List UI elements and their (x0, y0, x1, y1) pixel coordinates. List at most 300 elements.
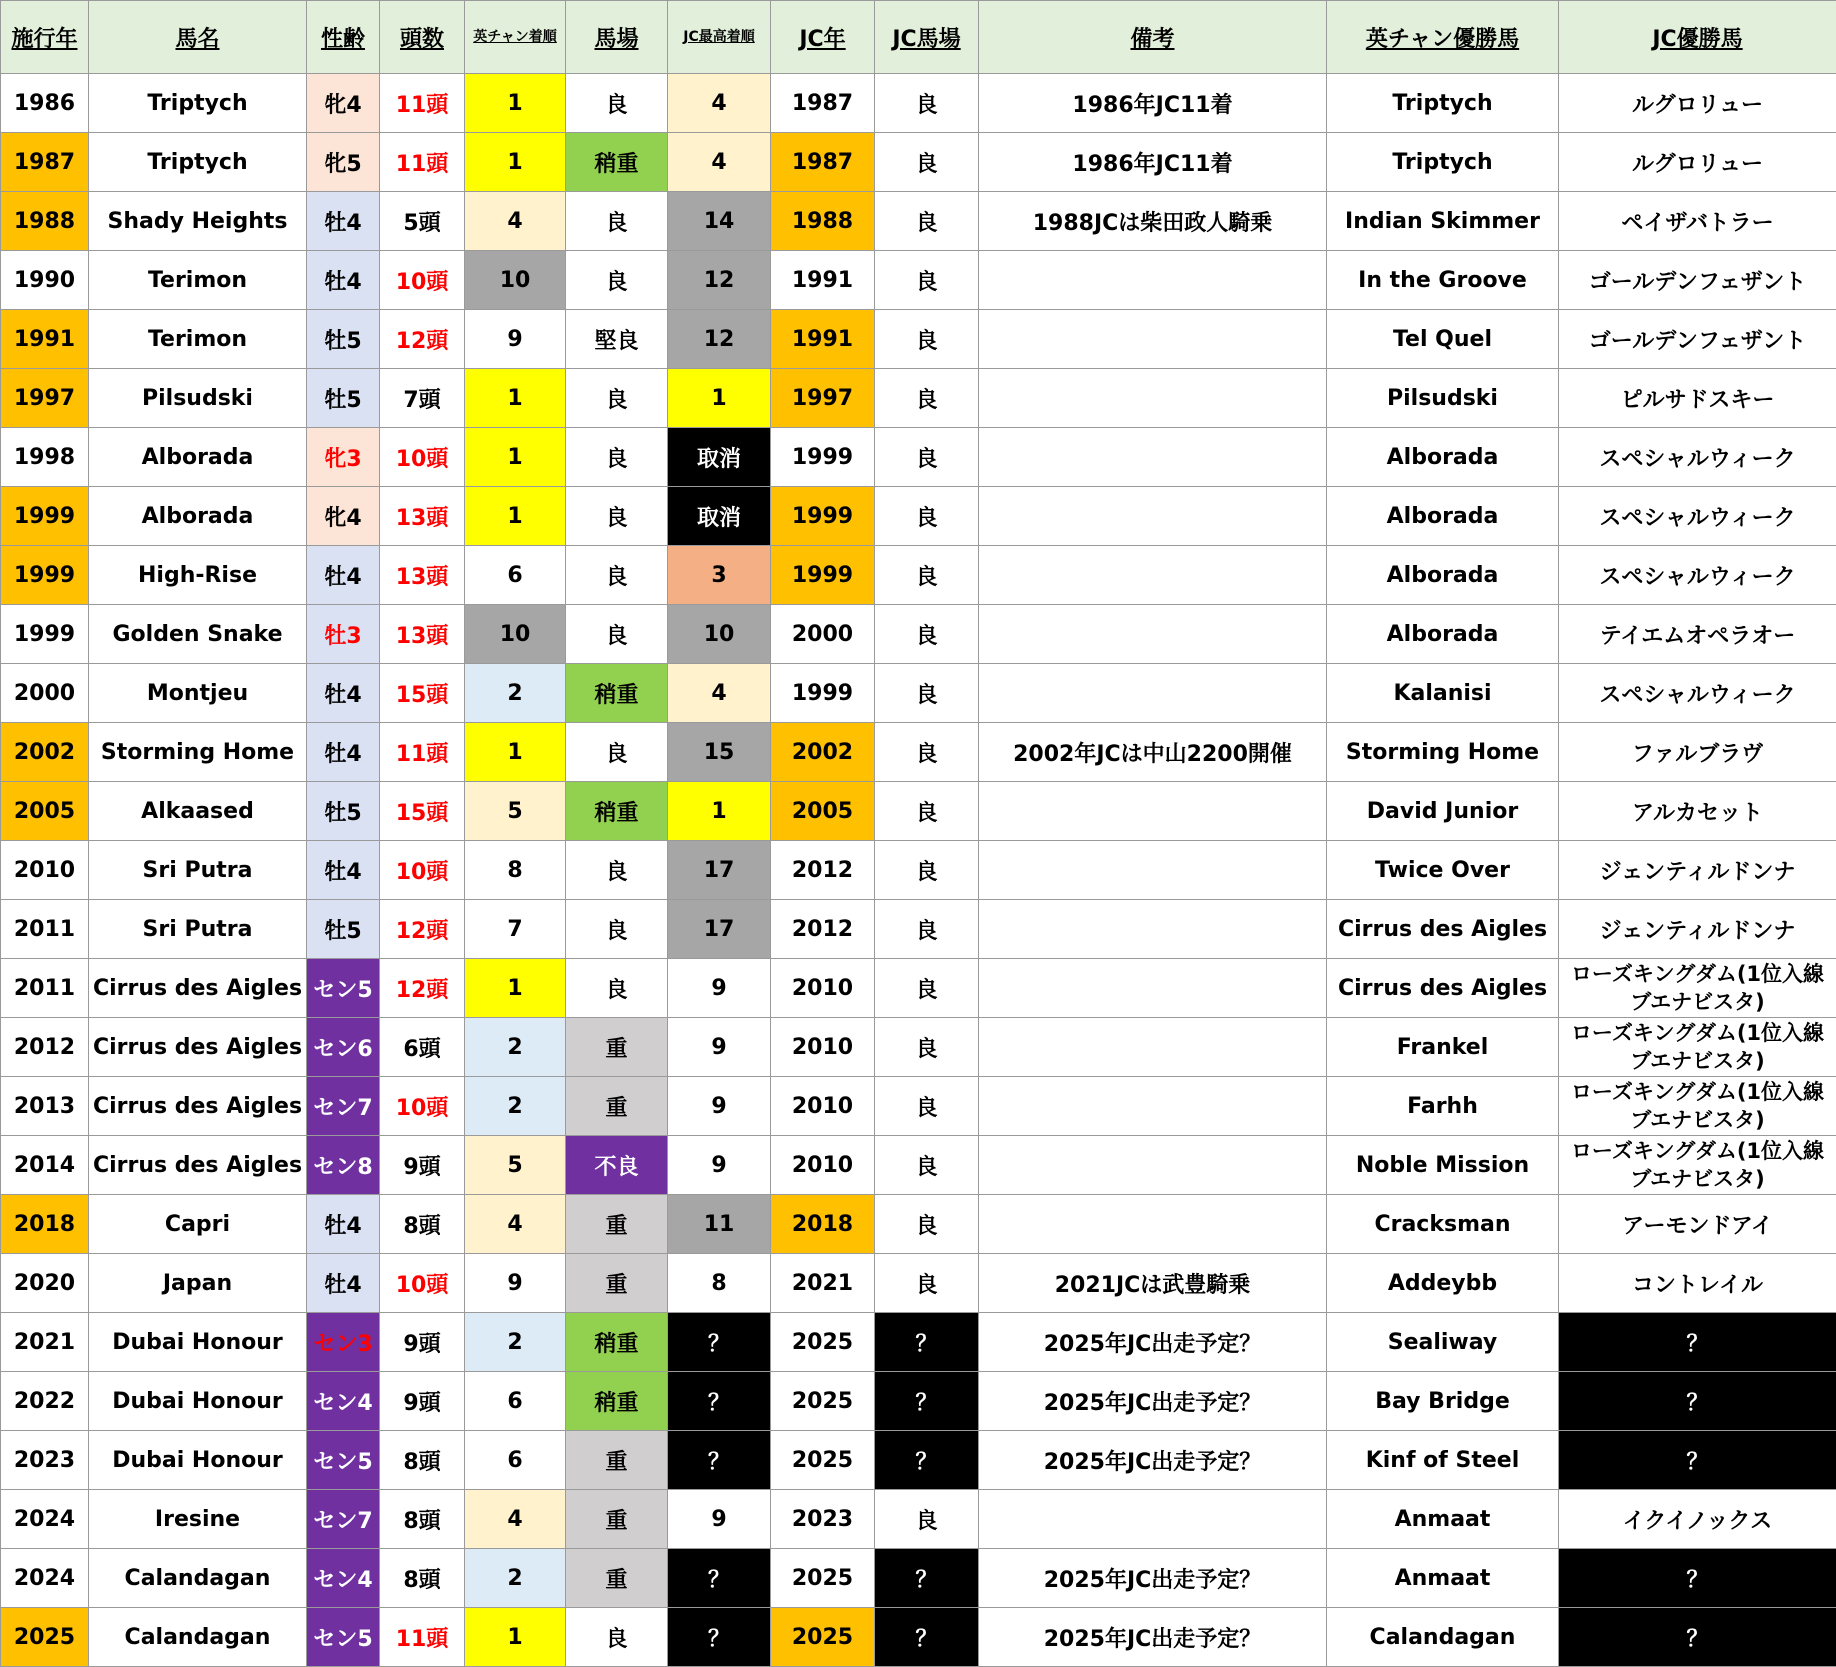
cell-jc-year[interactable]: 2010 (771, 1136, 875, 1195)
cell-champion-position[interactable]: 1 (465, 959, 566, 1018)
cell-notes[interactable] (979, 487, 1327, 546)
cell-jc-year[interactable]: 2025 (771, 1372, 875, 1431)
cell-field-size[interactable]: 9頭 (380, 1372, 465, 1431)
cell-going[interactable]: 良 (566, 1608, 668, 1667)
cell-sex-age[interactable]: 牡5 (307, 782, 380, 841)
cell-horse-name[interactable]: Calandagan (89, 1608, 307, 1667)
cell-horse-name[interactable]: Sri Putra (89, 900, 307, 959)
cell-notes[interactable]: 2025年JC出走予定？ (979, 1431, 1327, 1490)
cell-horse-name[interactable]: Cirrus des Aigles (89, 1018, 307, 1077)
cell-notes[interactable] (979, 959, 1327, 1018)
cell-sex-age[interactable]: 牡4 (307, 546, 380, 605)
header-sex-age[interactable]: 性齢 (307, 1, 380, 74)
cell-jc-year[interactable]: 2025 (771, 1431, 875, 1490)
cell-field-size[interactable]: 10頭 (380, 841, 465, 900)
cell-jc-winner[interactable]: ローズキングダム(1位入線ブエナビスタ) (1559, 1136, 1836, 1195)
cell-jc-winner[interactable]: ローズキングダム(1位入線ブエナビスタ) (1559, 959, 1836, 1018)
cell-notes[interactable] (979, 782, 1327, 841)
cell-jc-going[interactable]: ？ (875, 1431, 979, 1490)
cell-champion-winner[interactable]: Frankel (1327, 1018, 1559, 1077)
cell-year[interactable]: 2022 (1, 1372, 89, 1431)
cell-champion-winner[interactable]: Bay Bridge (1327, 1372, 1559, 1431)
cell-going[interactable]: 稍重 (566, 133, 668, 192)
cell-champion-winner[interactable]: In the Groove (1327, 251, 1559, 310)
cell-sex-age[interactable]: 牝4 (307, 487, 380, 546)
cell-champion-position[interactable]: 1 (465, 723, 566, 782)
cell-field-size[interactable]: 9頭 (380, 1313, 465, 1372)
cell-going[interactable]: 良 (566, 546, 668, 605)
cell-notes[interactable] (979, 310, 1327, 369)
cell-sex-age[interactable]: セン6 (307, 1018, 380, 1077)
cell-jc-best-position[interactable]: 12 (668, 251, 771, 310)
cell-going[interactable]: 重 (566, 1077, 668, 1136)
cell-notes[interactable] (979, 605, 1327, 664)
cell-field-size[interactable]: 12頭 (380, 959, 465, 1018)
cell-notes[interactable] (979, 1136, 1327, 1195)
cell-notes[interactable] (979, 900, 1327, 959)
cell-champion-winner[interactable]: Noble Mission (1327, 1136, 1559, 1195)
cell-field-size[interactable]: 5頭 (380, 192, 465, 251)
cell-going[interactable]: 稍重 (566, 1372, 668, 1431)
cell-going[interactable]: 重 (566, 1549, 668, 1608)
cell-jc-best-position[interactable]: 9 (668, 1018, 771, 1077)
cell-year[interactable]: 2005 (1, 782, 89, 841)
cell-jc-winner[interactable]: ゴールデンフェザント (1559, 251, 1836, 310)
cell-horse-name[interactable]: Sri Putra (89, 841, 307, 900)
cell-jc-going[interactable]: 良 (875, 133, 979, 192)
cell-sex-age[interactable]: セン7 (307, 1490, 380, 1549)
cell-jc-going[interactable]: 良 (875, 900, 979, 959)
cell-sex-age[interactable]: セン8 (307, 1136, 380, 1195)
cell-champion-winner[interactable]: Cracksman (1327, 1195, 1559, 1254)
cell-sex-age[interactable]: 牡4 (307, 1254, 380, 1313)
cell-jc-winner[interactable]: ジェンティルドンナ (1559, 841, 1836, 900)
cell-champion-position[interactable]: 1 (465, 1608, 566, 1667)
cell-jc-going[interactable]: 良 (875, 310, 979, 369)
cell-champion-winner[interactable]: Farhh (1327, 1077, 1559, 1136)
header-jc-going[interactable]: JC馬場 (875, 1, 979, 74)
cell-jc-winner[interactable]: ゴールデンフェザント (1559, 310, 1836, 369)
cell-jc-going[interactable]: 良 (875, 841, 979, 900)
cell-sex-age[interactable]: 牡4 (307, 841, 380, 900)
cell-going[interactable]: 稍重 (566, 664, 668, 723)
cell-horse-name[interactable]: Capri (89, 1195, 307, 1254)
cell-jc-year[interactable]: 1999 (771, 428, 875, 487)
cell-jc-going[interactable]: 良 (875, 428, 979, 487)
cell-horse-name[interactable]: Golden Snake (89, 605, 307, 664)
cell-year[interactable]: 1988 (1, 192, 89, 251)
cell-jc-best-position[interactable]: 取消 (668, 428, 771, 487)
cell-jc-going[interactable]: ？ (875, 1372, 979, 1431)
cell-jc-winner[interactable]: ？ (1559, 1313, 1836, 1372)
cell-jc-best-position[interactable]: ？ (668, 1313, 771, 1372)
cell-jc-year[interactable]: 2000 (771, 605, 875, 664)
cell-year[interactable]: 2023 (1, 1431, 89, 1490)
cell-champion-winner[interactable]: Pilsudski (1327, 369, 1559, 428)
cell-champion-winner[interactable]: Alborada (1327, 605, 1559, 664)
cell-field-size[interactable]: 11頭 (380, 1608, 465, 1667)
cell-notes[interactable] (979, 841, 1327, 900)
cell-year[interactable]: 2012 (1, 1018, 89, 1077)
cell-year[interactable]: 1999 (1, 605, 89, 664)
cell-jc-best-position[interactable]: 9 (668, 959, 771, 1018)
cell-horse-name[interactable]: Cirrus des Aigles (89, 1136, 307, 1195)
cell-field-size[interactable]: 13頭 (380, 487, 465, 546)
cell-champion-position[interactable]: 2 (465, 1077, 566, 1136)
cell-going[interactable]: 良 (566, 192, 668, 251)
cell-jc-best-position[interactable]: 10 (668, 605, 771, 664)
cell-notes[interactable]: 2025年JC出走予定？ (979, 1608, 1327, 1667)
cell-jc-going[interactable]: 良 (875, 251, 979, 310)
header-jc-winner[interactable]: JC優勝馬 (1559, 1, 1836, 74)
cell-going[interactable]: 重 (566, 1018, 668, 1077)
cell-champion-position[interactable]: 2 (465, 1313, 566, 1372)
cell-field-size[interactable]: 8頭 (380, 1549, 465, 1608)
cell-jc-year[interactable]: 2002 (771, 723, 875, 782)
cell-field-size[interactable]: 10頭 (380, 251, 465, 310)
cell-champion-position[interactable]: 4 (465, 192, 566, 251)
cell-jc-best-position[interactable]: 4 (668, 74, 771, 133)
cell-champion-position[interactable]: 1 (465, 428, 566, 487)
cell-jc-winner[interactable]: ルグロリュー (1559, 133, 1836, 192)
cell-champion-position[interactable]: 5 (465, 1136, 566, 1195)
cell-jc-year[interactable]: 2010 (771, 1077, 875, 1136)
cell-champion-winner[interactable]: Addeybb (1327, 1254, 1559, 1313)
cell-champion-position[interactable]: 6 (465, 1372, 566, 1431)
cell-sex-age[interactable]: 牝5 (307, 133, 380, 192)
cell-jc-going[interactable]: ？ (875, 1608, 979, 1667)
cell-year[interactable]: 2020 (1, 1254, 89, 1313)
cell-jc-winner[interactable]: ジェンティルドンナ (1559, 900, 1836, 959)
cell-jc-going[interactable]: 良 (875, 723, 979, 782)
cell-jc-year[interactable]: 1987 (771, 74, 875, 133)
cell-horse-name[interactable]: High-Rise (89, 546, 307, 605)
cell-jc-best-position[interactable]: 17 (668, 900, 771, 959)
cell-notes[interactable]: 2025年JC出走予定？ (979, 1549, 1327, 1608)
cell-sex-age[interactable]: 牝4 (307, 74, 380, 133)
cell-year[interactable]: 1991 (1, 310, 89, 369)
cell-champion-position[interactable]: 4 (465, 1195, 566, 1254)
cell-horse-name[interactable]: Pilsudski (89, 369, 307, 428)
cell-champion-winner[interactable]: Alborada (1327, 428, 1559, 487)
cell-field-size[interactable]: 11頭 (380, 74, 465, 133)
cell-champion-winner[interactable]: Sealiway (1327, 1313, 1559, 1372)
cell-year[interactable]: 1986 (1, 74, 89, 133)
cell-jc-year[interactable]: 2023 (771, 1490, 875, 1549)
header-champion-winner[interactable]: 英チャン優勝馬 (1327, 1, 1559, 74)
cell-field-size[interactable]: 7頭 (380, 369, 465, 428)
cell-jc-going[interactable]: 良 (875, 782, 979, 841)
header-field-size[interactable]: 頭数 (380, 1, 465, 74)
cell-champion-position[interactable]: 9 (465, 1254, 566, 1313)
cell-jc-best-position[interactable]: 取消 (668, 487, 771, 546)
cell-horse-name[interactable]: Cirrus des Aigles (89, 959, 307, 1018)
cell-notes[interactable] (979, 1077, 1327, 1136)
cell-sex-age[interactable]: 牡4 (307, 664, 380, 723)
cell-jc-going[interactable]: 良 (875, 1195, 979, 1254)
cell-horse-name[interactable]: Shady Heights (89, 192, 307, 251)
cell-year[interactable]: 2002 (1, 723, 89, 782)
cell-jc-winner[interactable]: アーモンドアイ (1559, 1195, 1836, 1254)
cell-sex-age[interactable]: 牡5 (307, 310, 380, 369)
cell-jc-best-position[interactable]: ？ (668, 1372, 771, 1431)
cell-jc-going[interactable]: 良 (875, 487, 979, 546)
cell-going[interactable]: 重 (566, 1431, 668, 1490)
cell-sex-age[interactable]: セン3 (307, 1313, 380, 1372)
cell-jc-best-position[interactable]: 4 (668, 664, 771, 723)
cell-notes[interactable]: 1988JCは柴田政人騎乗 (979, 192, 1327, 251)
cell-going[interactable]: 良 (566, 900, 668, 959)
cell-sex-age[interactable]: セン5 (307, 959, 380, 1018)
header-champion-position[interactable]: 英チャン着順 (465, 1, 566, 74)
cell-going[interactable]: 稍重 (566, 782, 668, 841)
cell-year[interactable]: 1997 (1, 369, 89, 428)
cell-jc-year[interactable]: 2021 (771, 1254, 875, 1313)
cell-jc-year[interactable]: 2010 (771, 1018, 875, 1077)
cell-jc-going[interactable]: 良 (875, 546, 979, 605)
cell-jc-winner[interactable]: ？ (1559, 1431, 1836, 1490)
cell-field-size[interactable]: 15頭 (380, 782, 465, 841)
cell-going[interactable]: 不良 (566, 1136, 668, 1195)
cell-jc-best-position[interactable]: 8 (668, 1254, 771, 1313)
cell-sex-age[interactable]: 牡4 (307, 723, 380, 782)
cell-champion-position[interactable]: 6 (465, 1431, 566, 1490)
cell-field-size[interactable]: 6頭 (380, 1018, 465, 1077)
cell-horse-name[interactable]: Alkaased (89, 782, 307, 841)
cell-jc-going[interactable]: ？ (875, 1549, 979, 1608)
cell-jc-year[interactable]: 1991 (771, 251, 875, 310)
cell-jc-year[interactable]: 1988 (771, 192, 875, 251)
cell-jc-winner[interactable]: スペシャルウィーク (1559, 487, 1836, 546)
cell-notes[interactable] (979, 1195, 1327, 1254)
cell-jc-best-position[interactable]: ？ (668, 1549, 771, 1608)
cell-champion-position[interactable]: 1 (465, 133, 566, 192)
cell-sex-age[interactable]: 牝3 (307, 428, 380, 487)
cell-field-size[interactable]: 15頭 (380, 664, 465, 723)
cell-jc-year[interactable]: 2025 (771, 1608, 875, 1667)
cell-year[interactable]: 2024 (1, 1490, 89, 1549)
cell-jc-year[interactable]: 2025 (771, 1313, 875, 1372)
cell-jc-year[interactable]: 2012 (771, 841, 875, 900)
cell-champion-position[interactable]: 2 (465, 1549, 566, 1608)
cell-field-size[interactable]: 8頭 (380, 1490, 465, 1549)
cell-champion-winner[interactable]: Calandagan (1327, 1608, 1559, 1667)
cell-field-size[interactable]: 10頭 (380, 428, 465, 487)
cell-champion-position[interactable]: 10 (465, 605, 566, 664)
cell-champion-winner[interactable]: Cirrus des Aigles (1327, 900, 1559, 959)
cell-going[interactable]: 良 (566, 959, 668, 1018)
header-jc-best-position[interactable]: JC最高着順 (668, 1, 771, 74)
cell-field-size[interactable]: 11頭 (380, 723, 465, 782)
cell-notes[interactable] (979, 1018, 1327, 1077)
cell-jc-going[interactable]: 良 (875, 1077, 979, 1136)
cell-jc-best-position[interactable]: 3 (668, 546, 771, 605)
cell-year[interactable]: 1999 (1, 546, 89, 605)
cell-sex-age[interactable]: セン5 (307, 1431, 380, 1490)
cell-going[interactable]: 良 (566, 487, 668, 546)
cell-notes[interactable] (979, 664, 1327, 723)
cell-year[interactable]: 2011 (1, 959, 89, 1018)
cell-champion-position[interactable]: 8 (465, 841, 566, 900)
cell-notes[interactable]: 1986年JC11着 (979, 133, 1327, 192)
cell-field-size[interactable]: 10頭 (380, 1254, 465, 1313)
cell-jc-year[interactable]: 1999 (771, 546, 875, 605)
cell-going[interactable]: 良 (566, 605, 668, 664)
header-horse-name[interactable]: 馬名 (89, 1, 307, 74)
cell-jc-best-position[interactable]: 12 (668, 310, 771, 369)
cell-notes[interactable]: 1986年JC11着 (979, 74, 1327, 133)
cell-year[interactable]: 2010 (1, 841, 89, 900)
cell-field-size[interactable]: 8頭 (380, 1431, 465, 1490)
cell-jc-winner[interactable]: スペシャルウィーク (1559, 664, 1836, 723)
cell-jc-year[interactable]: 2005 (771, 782, 875, 841)
cell-champion-winner[interactable]: Indian Skimmer (1327, 192, 1559, 251)
cell-jc-year[interactable]: 2018 (771, 1195, 875, 1254)
cell-jc-year[interactable]: 1999 (771, 664, 875, 723)
cell-horse-name[interactable]: Calandagan (89, 1549, 307, 1608)
cell-champion-position[interactable]: 10 (465, 251, 566, 310)
cell-field-size[interactable]: 13頭 (380, 546, 465, 605)
cell-jc-going[interactable]: 良 (875, 605, 979, 664)
cell-jc-best-position[interactable]: 9 (668, 1077, 771, 1136)
cell-field-size[interactable]: 9頭 (380, 1136, 465, 1195)
cell-year[interactable]: 2021 (1, 1313, 89, 1372)
cell-field-size[interactable]: 13頭 (380, 605, 465, 664)
cell-sex-age[interactable]: 牡5 (307, 369, 380, 428)
cell-jc-best-position[interactable]: ？ (668, 1431, 771, 1490)
cell-notes[interactable]: 2021JCは武豊騎乗 (979, 1254, 1327, 1313)
cell-field-size[interactable]: 8頭 (380, 1195, 465, 1254)
cell-jc-best-position[interactable]: ？ (668, 1608, 771, 1667)
cell-jc-winner[interactable]: イクイノックス (1559, 1490, 1836, 1549)
cell-jc-going[interactable]: 良 (875, 1490, 979, 1549)
cell-notes[interactable] (979, 251, 1327, 310)
cell-jc-best-position[interactable]: 15 (668, 723, 771, 782)
cell-jc-winner[interactable]: アルカセット (1559, 782, 1836, 841)
cell-champion-position[interactable]: 2 (465, 664, 566, 723)
cell-going[interactable]: 良 (566, 841, 668, 900)
cell-horse-name[interactable]: Dubai Honour (89, 1431, 307, 1490)
cell-going[interactable]: 良 (566, 74, 668, 133)
cell-year[interactable]: 2018 (1, 1195, 89, 1254)
cell-sex-age[interactable]: 牡3 (307, 605, 380, 664)
cell-champion-winner[interactable]: Cirrus des Aigles (1327, 959, 1559, 1018)
cell-sex-age[interactable]: 牡5 (307, 900, 380, 959)
cell-notes[interactable] (979, 369, 1327, 428)
header-jc-year[interactable]: JC年 (771, 1, 875, 74)
cell-notes[interactable] (979, 1490, 1327, 1549)
cell-year[interactable]: 1987 (1, 133, 89, 192)
cell-jc-winner[interactable]: スペシャルウィーク (1559, 546, 1836, 605)
cell-champion-position[interactable]: 1 (465, 487, 566, 546)
cell-jc-year[interactable]: 2025 (771, 1549, 875, 1608)
cell-jc-winner[interactable]: ？ (1559, 1372, 1836, 1431)
cell-jc-going[interactable]: 良 (875, 369, 979, 428)
cell-jc-going[interactable]: 良 (875, 192, 979, 251)
cell-jc-best-position[interactable]: 11 (668, 1195, 771, 1254)
cell-champion-winner[interactable]: Tel Quel (1327, 310, 1559, 369)
cell-notes[interactable] (979, 546, 1327, 605)
cell-jc-going[interactable]: 良 (875, 1254, 979, 1313)
cell-jc-year[interactable]: 2012 (771, 900, 875, 959)
cell-champion-position[interactable]: 9 (465, 310, 566, 369)
cell-jc-best-position[interactable]: 4 (668, 133, 771, 192)
cell-going[interactable]: 堅良 (566, 310, 668, 369)
cell-year[interactable]: 1998 (1, 428, 89, 487)
cell-champion-winner[interactable]: Anmaat (1327, 1490, 1559, 1549)
cell-going[interactable]: 良 (566, 369, 668, 428)
cell-jc-best-position[interactable]: 14 (668, 192, 771, 251)
cell-champion-winner[interactable]: Alborada (1327, 546, 1559, 605)
cell-jc-best-position[interactable]: 17 (668, 841, 771, 900)
cell-year[interactable]: 1990 (1, 251, 89, 310)
cell-jc-winner[interactable]: ペイザバトラー (1559, 192, 1836, 251)
cell-champion-winner[interactable]: Triptych (1327, 133, 1559, 192)
cell-year[interactable]: 2011 (1, 900, 89, 959)
cell-jc-winner[interactable]: ファルブラヴ (1559, 723, 1836, 782)
cell-notes[interactable]: 2002年JCは中山2200開催 (979, 723, 1327, 782)
cell-going[interactable]: 重 (566, 1254, 668, 1313)
cell-jc-winner[interactable]: コントレイル (1559, 1254, 1836, 1313)
cell-going[interactable]: 重 (566, 1490, 668, 1549)
cell-horse-name[interactable]: Triptych (89, 133, 307, 192)
cell-champion-winner[interactable]: Kinf of Steel (1327, 1431, 1559, 1490)
cell-jc-year[interactable]: 1997 (771, 369, 875, 428)
cell-year[interactable]: 2000 (1, 664, 89, 723)
header-notes[interactable]: 備考 (979, 1, 1327, 74)
cell-horse-name[interactable]: Alborada (89, 428, 307, 487)
cell-field-size[interactable]: 10頭 (380, 1077, 465, 1136)
cell-jc-going[interactable]: 良 (875, 959, 979, 1018)
cell-horse-name[interactable]: Alborada (89, 487, 307, 546)
cell-notes[interactable]: 2025年JC出走予定？ (979, 1372, 1327, 1431)
cell-horse-name[interactable]: Terimon (89, 310, 307, 369)
cell-field-size[interactable]: 12頭 (380, 900, 465, 959)
cell-jc-best-position[interactable]: 9 (668, 1490, 771, 1549)
cell-horse-name[interactable]: Iresine (89, 1490, 307, 1549)
cell-sex-age[interactable]: 牡4 (307, 1195, 380, 1254)
cell-champion-winner[interactable]: Anmaat (1327, 1549, 1559, 1608)
header-year[interactable]: 施行年 (1, 1, 89, 74)
cell-horse-name[interactable]: Montjeu (89, 664, 307, 723)
cell-sex-age[interactable]: セン4 (307, 1372, 380, 1431)
cell-sex-age[interactable]: 牡4 (307, 192, 380, 251)
cell-jc-winner[interactable]: ローズキングダム(1位入線ブエナビスタ) (1559, 1077, 1836, 1136)
cell-horse-name[interactable]: Dubai Honour (89, 1372, 307, 1431)
cell-champion-winner[interactable]: David Junior (1327, 782, 1559, 841)
cell-jc-winner[interactable]: テイエムオペラオー (1559, 605, 1836, 664)
cell-sex-age[interactable]: セン4 (307, 1549, 380, 1608)
cell-jc-going[interactable]: 良 (875, 1018, 979, 1077)
cell-notes[interactable] (979, 428, 1327, 487)
cell-horse-name[interactable]: Dubai Honour (89, 1313, 307, 1372)
cell-field-size[interactable]: 11頭 (380, 133, 465, 192)
cell-jc-best-position[interactable]: 1 (668, 369, 771, 428)
cell-sex-age[interactable]: セン7 (307, 1077, 380, 1136)
cell-champion-winner[interactable]: Twice Over (1327, 841, 1559, 900)
cell-horse-name[interactable]: Terimon (89, 251, 307, 310)
cell-year[interactable]: 2024 (1, 1549, 89, 1608)
cell-champion-position[interactable]: 2 (465, 1018, 566, 1077)
cell-jc-year[interactable]: 1999 (771, 487, 875, 546)
cell-going[interactable]: 良 (566, 723, 668, 782)
cell-jc-winner[interactable]: スペシャルウィーク (1559, 428, 1836, 487)
cell-going[interactable]: 良 (566, 251, 668, 310)
cell-jc-winner[interactable]: ルグロリュー (1559, 74, 1836, 133)
cell-champion-winner[interactable]: Kalanisi (1327, 664, 1559, 723)
cell-champion-winner[interactable]: Alborada (1327, 487, 1559, 546)
cell-sex-age[interactable]: 牡4 (307, 251, 380, 310)
